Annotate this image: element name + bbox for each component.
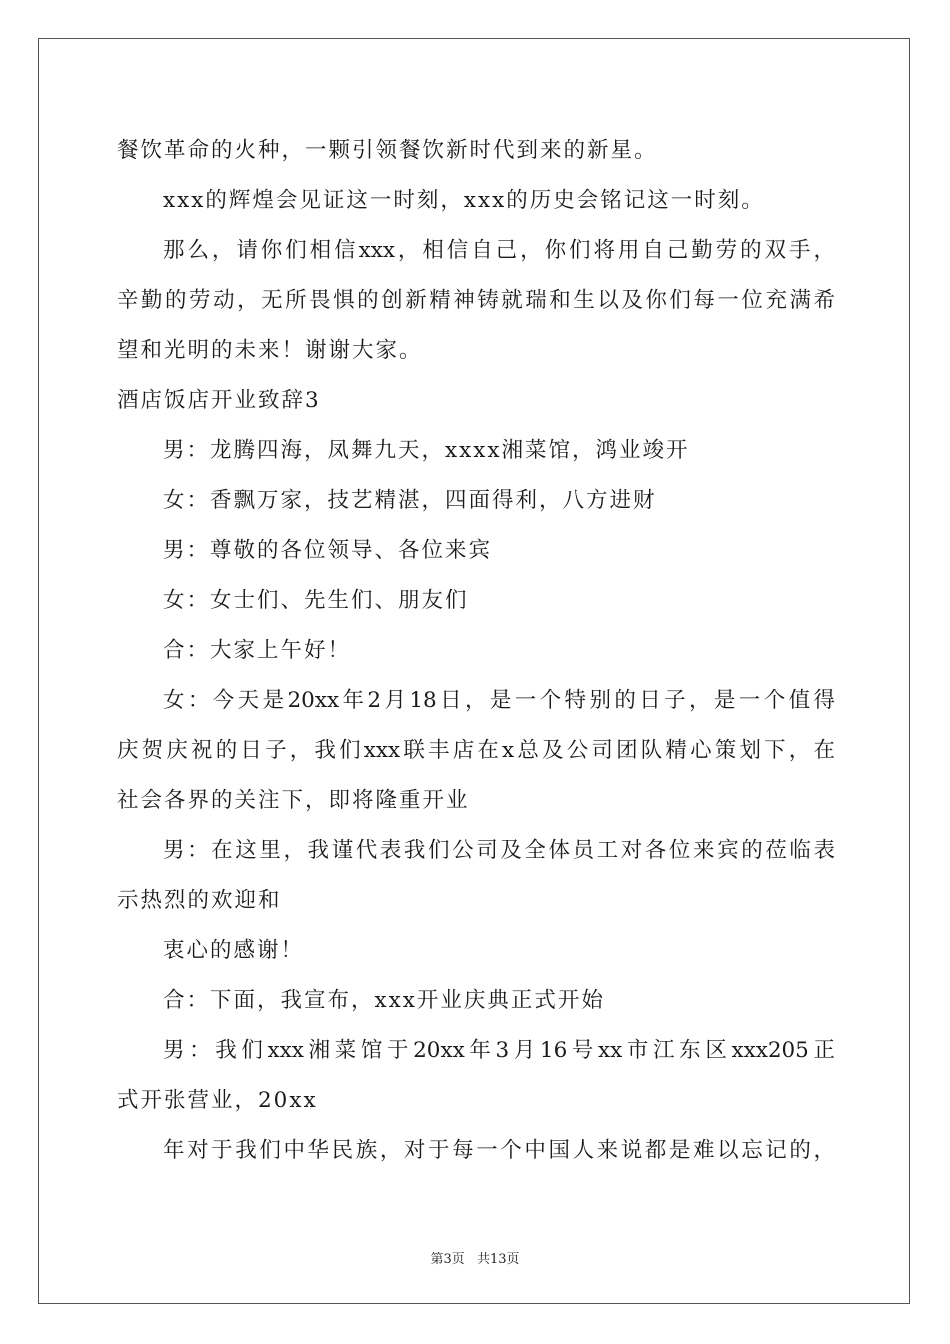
text-line: 酒店饭店开业致辞3	[117, 388, 321, 413]
document-body	[117, 126, 835, 1176]
text-line: 辛勤的劳动，无所畏惧的创新精神铸就瑞和生以及你们每一位充满希	[117, 288, 835, 313]
text-line: 合：大家上午好！	[163, 638, 352, 663]
text-line: 年对于我们中华民族，对于每一个中国人来说都是难以忘记的，	[163, 1138, 835, 1163]
text-line: 女：香飘万家，技艺精湛，四面得利，八方进财	[163, 488, 657, 513]
text-line: 那么，请你们相信xxx，相信自己，你们将用自己勤劳的双手，	[163, 238, 835, 263]
text-line: 望和光明的未来！谢谢大家。	[117, 338, 423, 363]
text-line: 男：尊敬的各位领导、各位来宾	[163, 538, 493, 563]
text-line: 式开张营业，20xx	[117, 1088, 318, 1113]
text-line: 女：今天是20xx年2月18日，是一个特别的日子，是一个值得	[163, 688, 835, 713]
page-footer	[0, 1248, 950, 1267]
page-number: 第3页	[430, 1252, 465, 1267]
text-line: 男：我们xxx湘菜馆于20xx年3月16号xx市江东区xxx205正	[163, 1038, 835, 1063]
text-line: 示热烈的欢迎和	[117, 888, 282, 913]
page-total: 共13页	[476, 1252, 520, 1267]
text-line: 社会各界的关注下，即将隆重开业	[117, 788, 470, 813]
text-line: 庆贺庆祝的日子，我们xxx联丰店在x总及公司团队精心策划下，在	[117, 738, 835, 763]
text-line: xxx的辉煌会见证这一时刻，xxx的历史会铭记这一时刻。	[163, 188, 765, 213]
text-line: 衷心的感谢！	[163, 938, 305, 963]
text-line: 男：在这里，我谨代表我们公司及全体员工对各位来宾的莅临表	[163, 838, 835, 863]
text-line: 合：下面，我宣布，xxx开业庆典正式开始	[163, 988, 605, 1013]
text-line: 男：龙腾四海，凤舞九天，xxxx湘菜馆，鸿业竣开	[163, 438, 690, 463]
text-line: 女：女士们、先生们、朋友们	[163, 588, 469, 613]
text-line: 餐饮革命的火种，一颗引领餐饮新时代到来的新星。	[117, 138, 658, 163]
